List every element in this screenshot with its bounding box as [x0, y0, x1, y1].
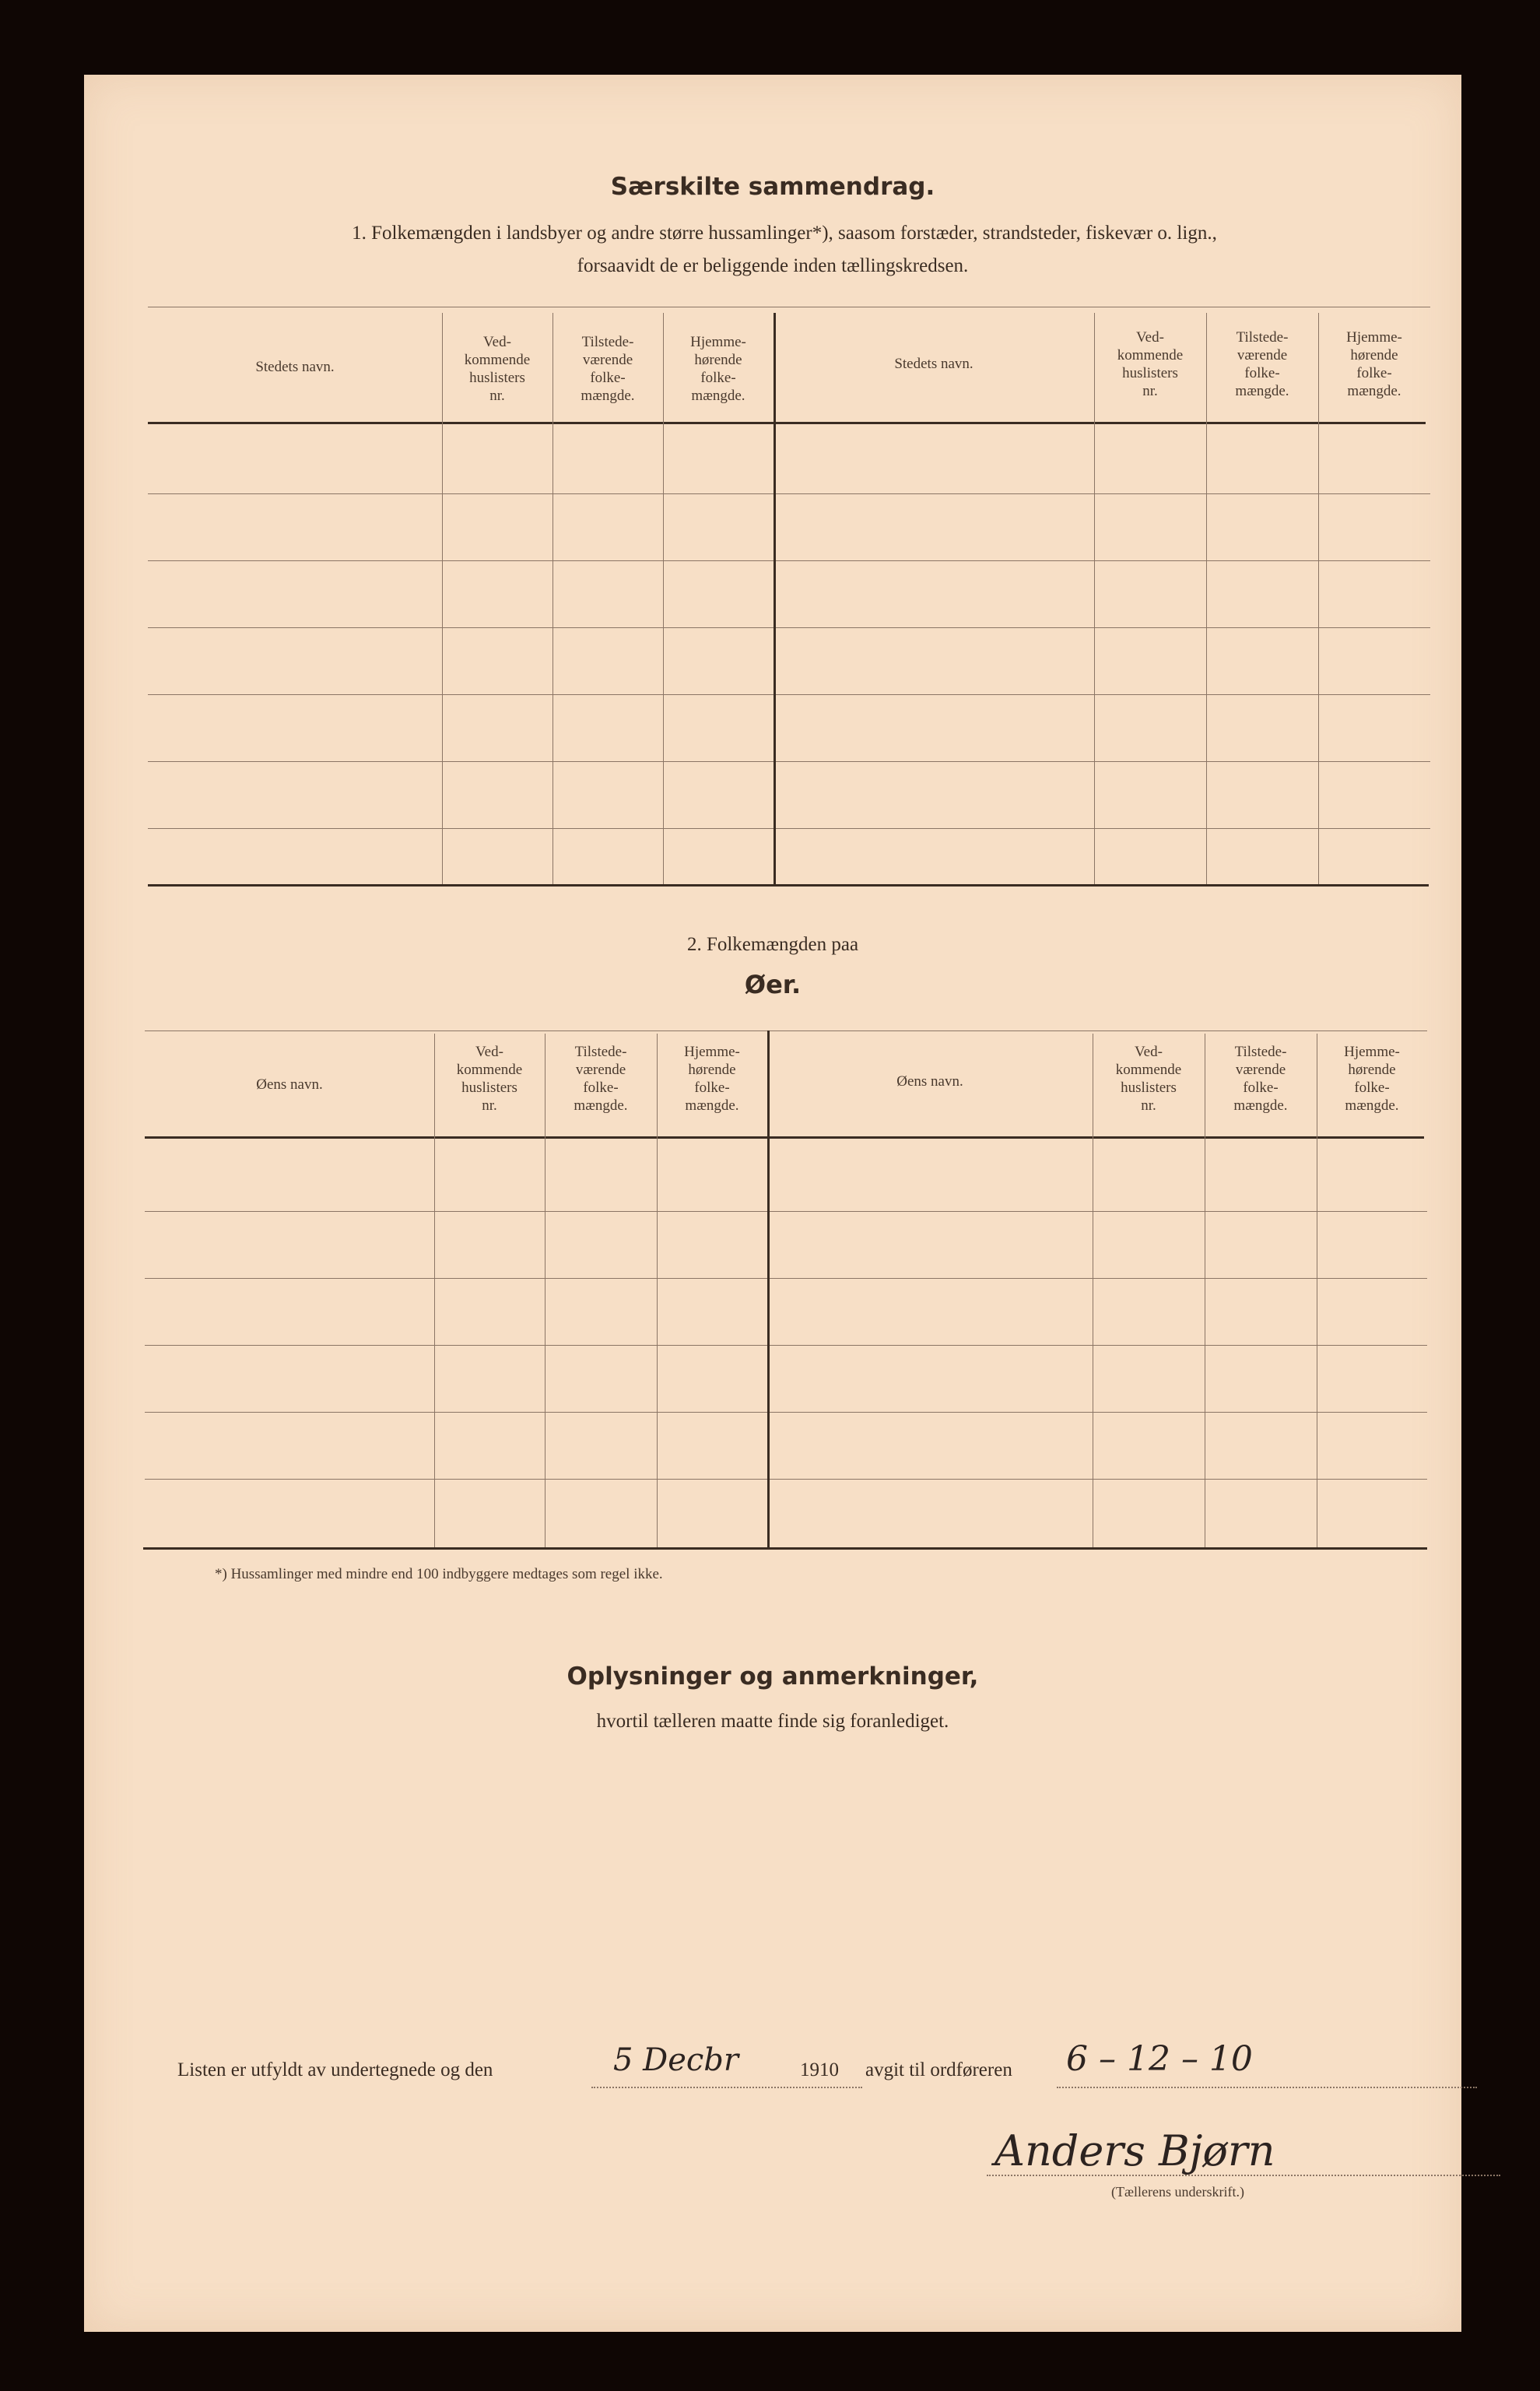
- col-header-huslisters-nr: Ved- kommende huslisters nr.: [464, 334, 531, 404]
- table1-row-rule: [148, 761, 1430, 762]
- table1-header-rule: [148, 422, 1426, 424]
- table2-bottom-rule: [143, 1547, 1427, 1550]
- census-page: [84, 75, 1461, 2332]
- table2-center-rule: [767, 1030, 770, 1547]
- col-header-tilstedevaerende: Tilstede- værende folke- mængde.: [574, 1044, 628, 1114]
- col-header-hjemmehorende: Hjemme- hørende folke- mængde.: [1346, 329, 1402, 399]
- col-header-stedets-navn: Stedets navn.: [255, 359, 335, 375]
- col-header-hjemmehorende: Hjemme- hørende folke- mængde.: [1344, 1044, 1400, 1114]
- table2-row-rule: [145, 1345, 1427, 1346]
- page-title: Særskilte sammendrag.: [610, 173, 935, 201]
- signature-text-after: avgit til ordføreren: [865, 2059, 1012, 2080]
- sent-dotted-line: [1057, 2087, 1477, 2088]
- table1-row-rule: [148, 627, 1430, 628]
- remarks-subtitle: hvortil tælleren maatte finde sig foranlediget.: [596, 1711, 949, 1732]
- col-header-tilstedevaerende: Tilstede- værende folke- mængde.: [581, 334, 635, 404]
- col-header-huslisters-nr: Ved- kommende huslisters nr.: [1115, 1044, 1182, 1114]
- table1-bottom-rule: [148, 884, 1429, 887]
- table2-row-rule: [145, 1412, 1427, 1413]
- table2-top-rule: [145, 1030, 1427, 1031]
- section1-intro-line2: forsaavidt de er beliggende inden tællingskredsen.: [577, 255, 969, 276]
- signature-dotted-line: [987, 2175, 1500, 2176]
- signature-label: (Tællerens underskrift.): [1111, 2184, 1244, 2200]
- col-header-hjemmehorende: Hjemme- hørende folke- mængde.: [684, 1044, 740, 1114]
- handwritten-signature: Anders Bjørn: [995, 2126, 1275, 2175]
- handwritten-sent-date: 6 – 12 – 10: [1066, 2039, 1253, 2079]
- table1-center-rule: [774, 313, 776, 884]
- handwritten-date: 5 Decbr: [613, 2042, 739, 2078]
- col-header-tilstedevaerende: Tilstede- værende folke- mængde.: [1233, 1044, 1288, 1114]
- date-dotted-line: [591, 2087, 862, 2088]
- col-header-tilstedevaerende: Tilstede- værende folke- mængde.: [1235, 329, 1289, 399]
- table1-row-rule: [148, 560, 1430, 561]
- col-header-oens-navn: Øens navn.: [896, 1073, 963, 1090]
- col-header-huslisters-nr: Ved- kommende huslisters nr.: [1117, 329, 1184, 399]
- signature-text-before: Listen er utfyldt av undertegnede og den: [177, 2059, 493, 2080]
- col-header-oens-navn: Øens navn.: [256, 1076, 323, 1093]
- table2-row-rule: [145, 1479, 1427, 1480]
- remarks-title: Oplysninger og anmerkninger,: [567, 1662, 979, 1691]
- section1-intro-line1: 1. Folkemængden i landsbyer og andre større hussamlinger*), saasom forstæder, strandsteder, fiskevær o. lign.,: [352, 223, 1217, 244]
- table1-row-rule: [148, 828, 1430, 829]
- table2-row-rule: [145, 1278, 1427, 1279]
- table2-row-rule: [145, 1211, 1427, 1212]
- section2-intro: 2. Folkemængden paa: [686, 934, 859, 955]
- table2-header-rule: [145, 1136, 1424, 1139]
- footnote: *) Hussamlinger med mindre end 100 indbyggere medtages som regel ikke.: [215, 1566, 663, 1582]
- table1-row-rule: [148, 493, 1430, 494]
- col-header-huslisters-nr: Ved- kommende huslisters nr.: [456, 1044, 523, 1114]
- year-printed: 1910: [800, 2059, 839, 2080]
- col-header-stedets-navn: Stedets navn.: [894, 356, 973, 372]
- section2-subtitle: Øer.: [744, 970, 802, 999]
- table1-row-rule: [148, 694, 1430, 695]
- col-header-hjemmehorende: Hjemme- hørende folke- mængde.: [690, 334, 746, 404]
